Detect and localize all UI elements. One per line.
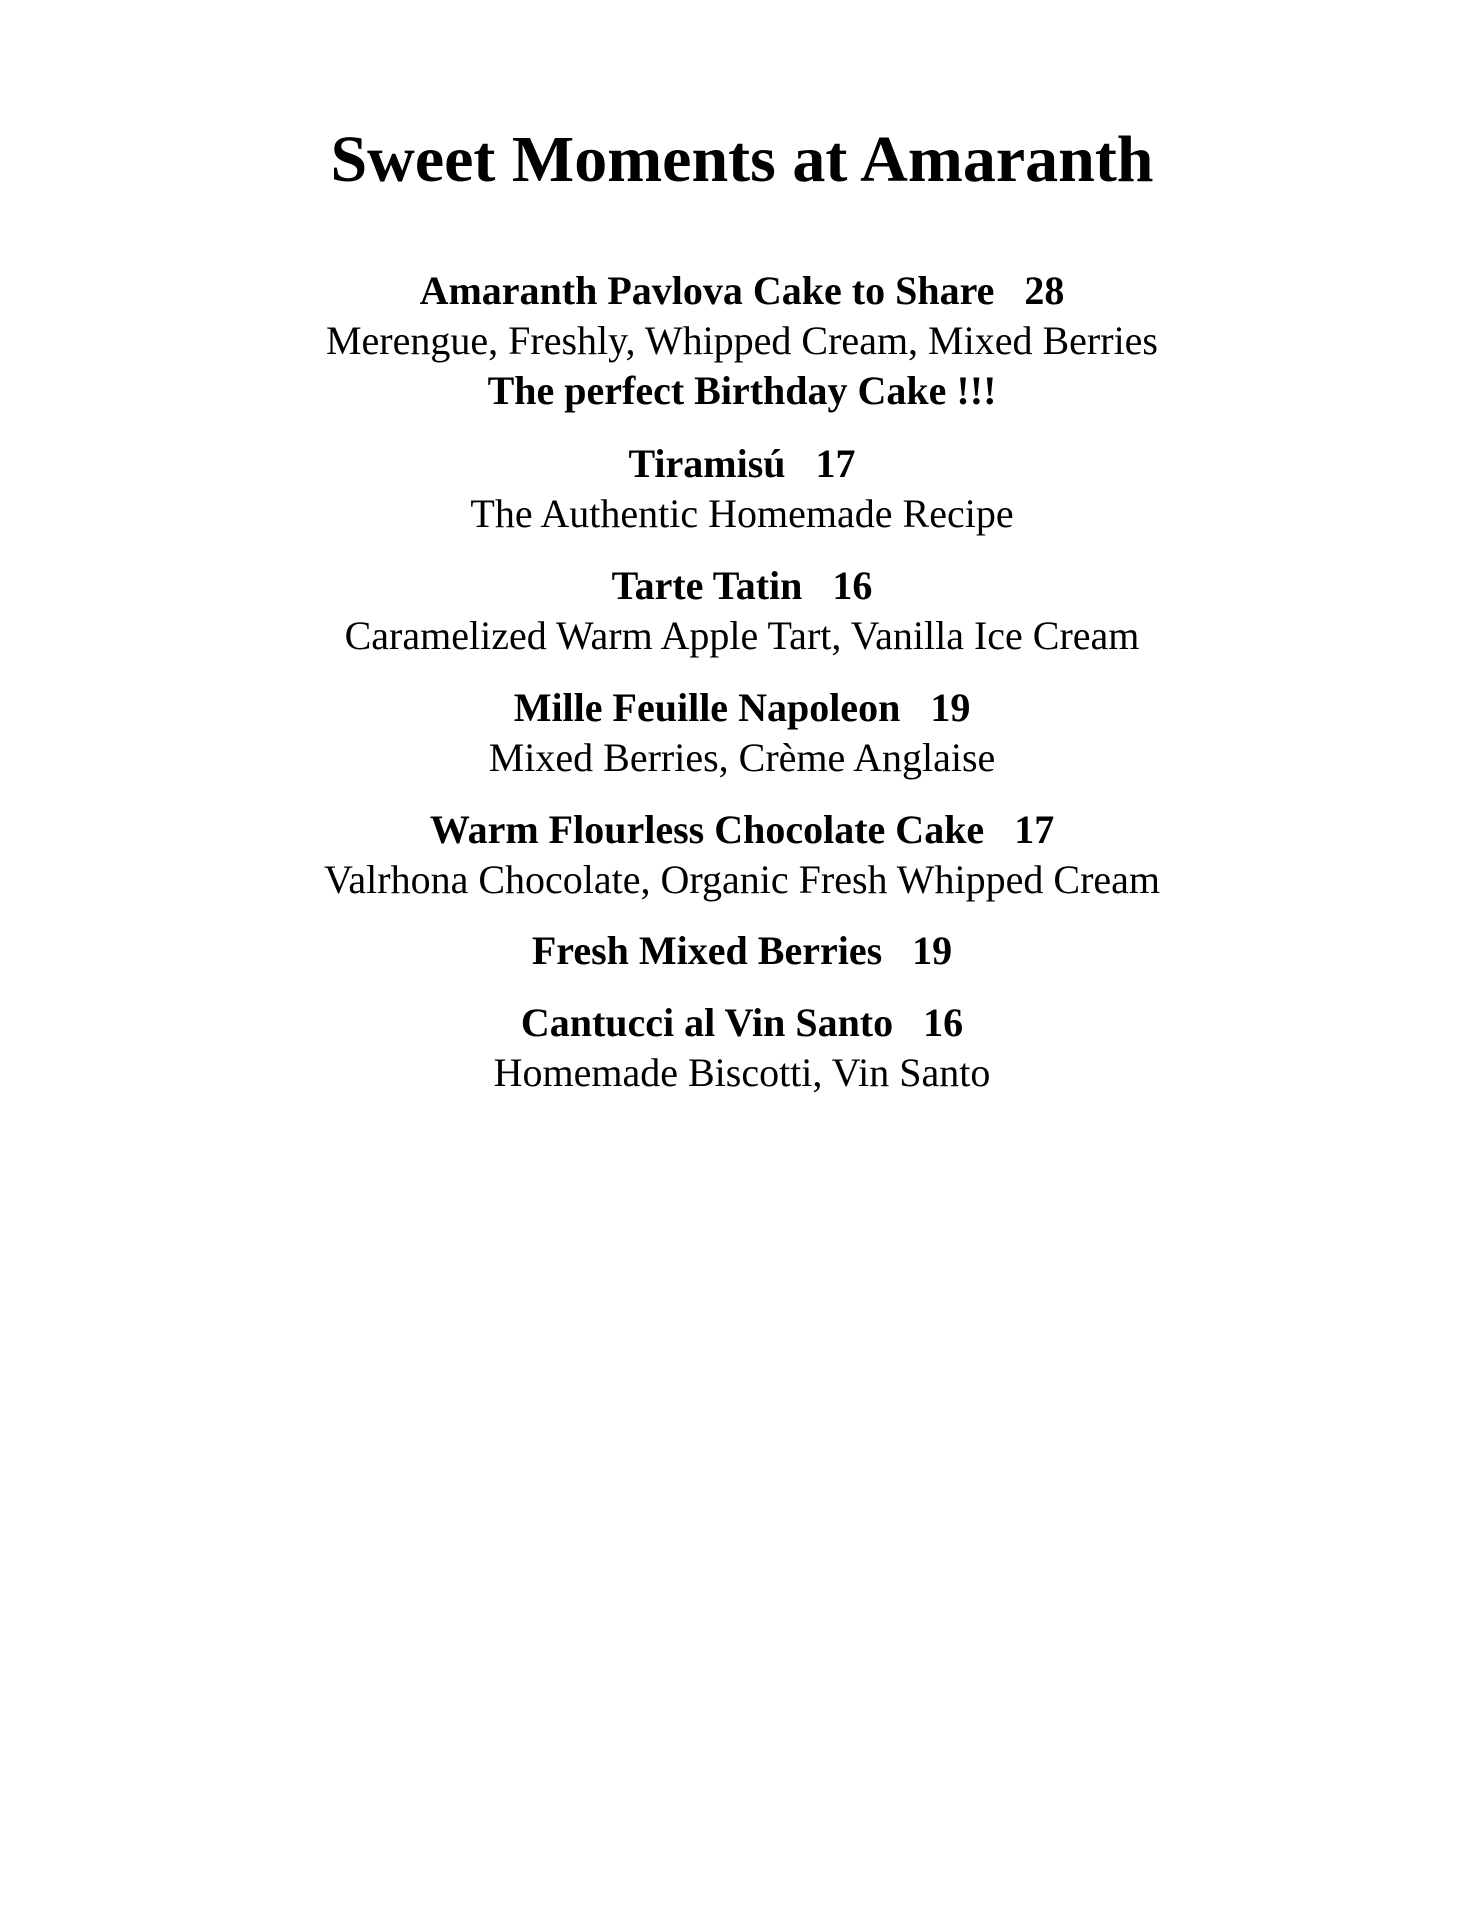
item-description: The Authentic Homemade Recipe <box>470 491 1014 536</box>
item-price: 16 <box>832 563 873 608</box>
menu-item-mixed-berries <box>0 926 1484 976</box>
menu-item-cantucci <box>0 998 1484 1098</box>
item-name-line <box>0 439 1484 489</box>
item-name: Warm Flourless Chocolate Cake <box>429 807 985 852</box>
item-name-line <box>0 266 1484 316</box>
menu-item-tiramisu <box>0 439 1484 539</box>
item-name: Fresh Mixed Berries <box>531 928 883 973</box>
item-price: 28 <box>1024 268 1065 313</box>
item-name-line <box>0 926 1484 976</box>
item-name-line <box>0 805 1484 855</box>
item-note: The perfect Birthday Cake !!! <box>487 368 997 413</box>
menu-item-tarte-tatin <box>0 561 1484 661</box>
item-price: 16 <box>923 1000 964 1045</box>
item-name: Cantucci al Vin Santo <box>520 1000 894 1045</box>
item-description: Homemade Biscotti, Vin Santo <box>493 1050 991 1095</box>
item-name-line <box>0 683 1484 733</box>
item-price: 17 <box>815 441 856 486</box>
item-description: Caramelized Warm Apple Tart, Vanilla Ice Cream <box>344 613 1140 658</box>
item-price: 19 <box>930 685 971 730</box>
menu-item-pavlova <box>0 266 1484 416</box>
menu-item-chocolate-cake <box>0 805 1484 905</box>
item-name-line <box>0 998 1484 1048</box>
item-description: Mixed Berries, Crème Anglaise <box>488 735 996 780</box>
item-price: 19 <box>912 928 953 973</box>
item-name: Tiramisú <box>628 441 786 486</box>
item-name: Amaranth Pavlova Cake to Share <box>419 268 995 313</box>
item-name-line <box>0 561 1484 611</box>
menu-item-mille-feuille <box>0 683 1484 783</box>
item-name: Mille Feuille Napoleon <box>513 685 901 730</box>
item-name: Tarte Tatin <box>611 563 803 608</box>
item-description: Valrhona Chocolate, Organic Fresh Whipped Cream <box>323 857 1161 902</box>
item-description: Merengue, Freshly, Whipped Cream, Mixed Berries <box>325 318 1158 363</box>
menu-title: Sweet Moments at Amaranth <box>330 123 1154 196</box>
item-price: 17 <box>1014 807 1055 852</box>
